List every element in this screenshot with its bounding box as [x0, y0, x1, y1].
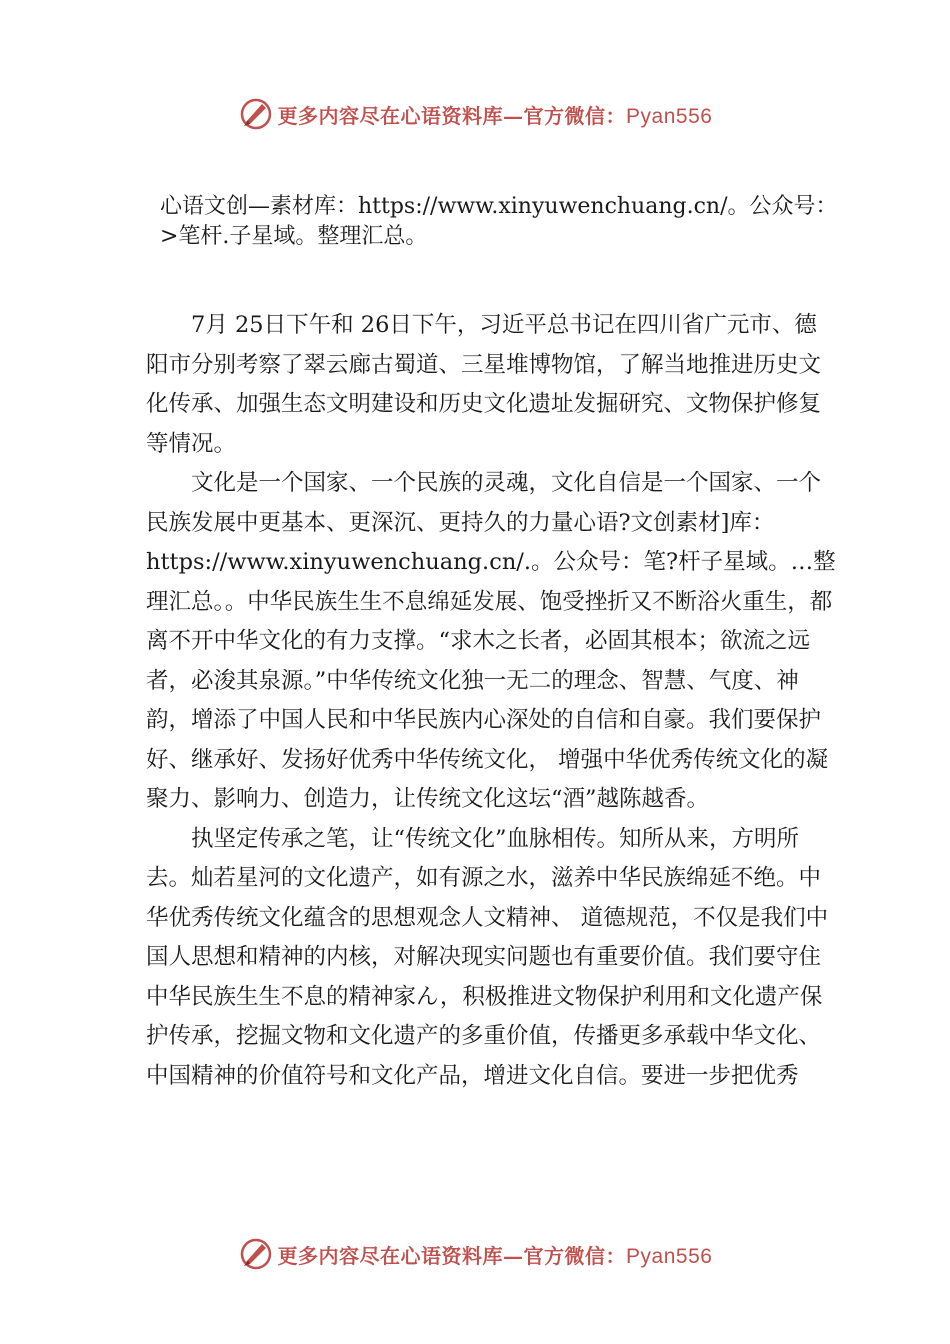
header-watermark — [0, 94, 950, 134]
pen-quill-logo-icon — [238, 1236, 274, 1272]
pen-quill-logo-icon — [238, 96, 274, 132]
watermark-text: 更多内容尽在心语资料库—官方微信：Pyan556 — [277, 1243, 713, 1268]
paragraph-1: 7月 25日下午和 26日下午，习近平总书记在四川省广元市、德阳市分别考察了翠云廊古蜀道、三星堆博物馆，了解当地推进历史文化传承、加强生态文明建设和历史文化遗址发掘研究、文物保护修复等情况。 — [146, 312, 822, 457]
source-note: 心语文创—素材库：https://www.xinyuwenchuang.cn/。公众号：>笔杆.子星域。整理汇总。 — [160, 194, 838, 249]
paragraph-2: 文化是一个国家、一个民族的灵魂，文化自信是一个国家、一个民族发展中更基本、更深沉、更持久的力量心语?文创素材]库：https://www.xinyuwenchuang.cn/.。公众号：笔?杆子星域。…整理汇总。。中华民族生生不息绵延发展、饱受挫折又不断浴火重生，都离不开中华文化的有力支撑。“求木之长者，必固其根本；欲流之远者，必浚其泉源。”中华传统文化独一无二的理念、智慧、气度、神韵，增添了中国人民和中华民族内心深处的自信和自豪。我们要保护好、继承好、发扬好优秀中华传统文化， 增强中华优秀传统文化的凝聚力、影响力、创造力，让传统文化这坛“酒”越陈越香。 — [146, 470, 836, 812]
watermark-text: 更多内容尽在心语资料库—官方微信：Pyan556 — [277, 103, 713, 128]
article-body — [146, 306, 836, 1096]
paragraph-3: 执坚定传承之笔，让“传统文化”血脉相传。知所从来，方明所去。灿若星河的文化遗产，如有源之水，滋养中华民族绵延不绝。中华优秀传统文化蕴含的思想观念人文精神、 道德规范，不仅是我们中国人思想和精神的内核，对解决现实问题也有重要价值。我们要守住中华民族生生不息的精神家ん，积极推进文物保护利用和文化遗产保护传承，挖掘文物和文化遗产的多重价值，传播更多承载中华文化、中国精神的价值符号和文化产品，增进文化自信。要进一步把优秀 — [146, 825, 829, 1089]
footer-watermark — [0, 1234, 950, 1274]
